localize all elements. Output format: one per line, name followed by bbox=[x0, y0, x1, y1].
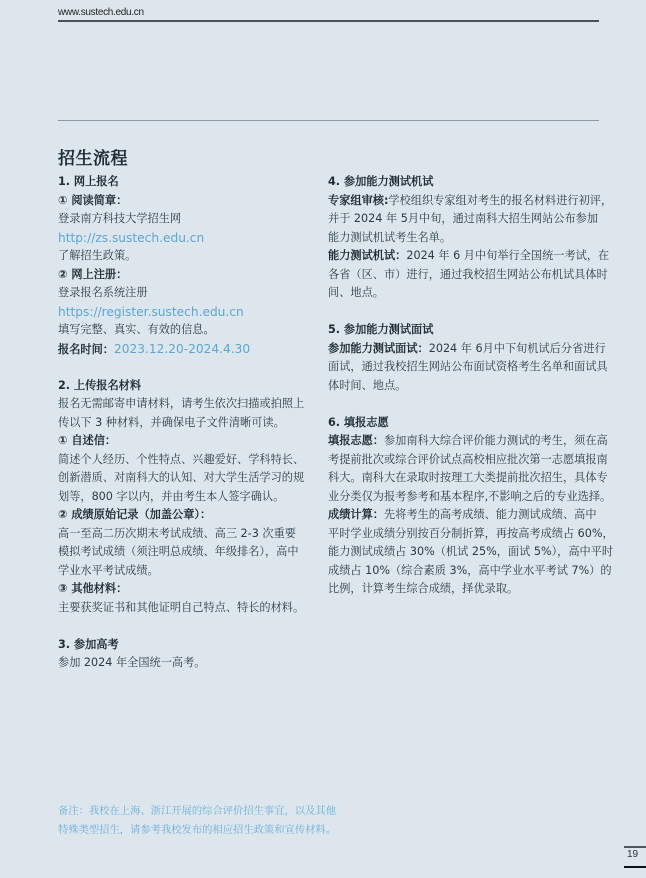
line-text: 各省（区、市）进行，通过我校招生网站公布机试具体时 bbox=[328, 267, 608, 281]
date-range: 2023.12.20-2024.4.30 bbox=[113, 341, 251, 356]
footnote-line: 特殊类型招生，请参考我校发布的相应招生政策和宣传材料。 bbox=[58, 823, 337, 836]
section-heading bbox=[58, 192, 303, 211]
text-line bbox=[58, 303, 303, 322]
line-text: 高一至高二历次期末考试成绩、高三 2-3 次重要 bbox=[58, 526, 296, 540]
line-text: 6. 填报志愿 bbox=[328, 415, 389, 429]
text-line bbox=[58, 229, 303, 248]
text-line bbox=[328, 192, 613, 211]
line-text: 简述个人经历、个性特点、兴趣爱好、学科特长、 bbox=[58, 452, 305, 466]
line-text: ③ 其他材料： bbox=[58, 582, 128, 595]
text-line bbox=[58, 469, 303, 488]
text-line bbox=[58, 414, 303, 433]
inline-label: 填报志愿： bbox=[328, 434, 384, 447]
line-text: 平时学业成绩分别按百分制折算，再按高考成绩占 60%， bbox=[328, 526, 614, 540]
site-url: www.sustech.edu.cn bbox=[58, 7, 144, 18]
line-text: 填写完整、真实、有效的信息。 bbox=[58, 323, 215, 336]
section-heading bbox=[328, 321, 600, 340]
line-text: ② 网上注册： bbox=[58, 267, 128, 281]
text-line bbox=[58, 340, 303, 359]
footnote-line: 备注：我校在上海、浙江开展的综合评价招生事宜，以及其他 bbox=[58, 805, 337, 817]
text-line bbox=[328, 358, 608, 377]
section-heading bbox=[58, 173, 303, 192]
line-text: ① 自述信： bbox=[58, 434, 117, 447]
line-text: 2. 上传报名材料 bbox=[58, 378, 142, 392]
page-number-rule-bottom bbox=[624, 866, 646, 868]
page-title: 招生流程 bbox=[58, 149, 128, 169]
text-line bbox=[328, 284, 600, 303]
line-text: 主要获奖证书和其他证明自己特点、特长的材料。 bbox=[58, 600, 305, 614]
line-text: 能力测试机试考生名单。 bbox=[328, 230, 452, 244]
text-line bbox=[58, 284, 303, 303]
spacer bbox=[328, 395, 600, 414]
section-divider bbox=[58, 120, 599, 121]
right-column bbox=[328, 173, 614, 599]
line-text: 成绩占 10%（综合素质 3%，高中学业水平考试 7%）的 bbox=[328, 563, 612, 577]
text-line bbox=[58, 562, 303, 581]
text-line bbox=[328, 525, 614, 544]
url-link[interactable]: https://register.sustech.edu.cn bbox=[58, 304, 244, 319]
line-text: 登录报名系统注册 bbox=[58, 286, 148, 299]
section-heading bbox=[58, 580, 303, 599]
line-text: 考提前批次或综合评价试点高校相应批次第一志愿填报南 bbox=[328, 452, 608, 466]
text-line bbox=[328, 506, 600, 525]
text-line bbox=[328, 210, 600, 229]
line-text: 划等，800 字以内，并由考生本人签字确认。 bbox=[58, 489, 285, 503]
line-text: 参加南科大综合评价能力测试的考生，须在高 bbox=[383, 434, 608, 447]
line-text: 2024 年 6月中下旬机试后分省进行 bbox=[428, 341, 606, 355]
text-line bbox=[328, 580, 600, 599]
section-heading bbox=[58, 377, 303, 396]
text-line bbox=[328, 340, 606, 359]
inline-label: 成绩计算： bbox=[328, 508, 384, 521]
line-text: 学业水平考试成绩。 bbox=[58, 563, 159, 577]
line-text: 传以下 3 种材料，并确保电子文件清晰可读。 bbox=[58, 415, 285, 429]
line-text: 并于 2024 年 5月中旬，通过南科大招生网站公布参加 bbox=[328, 212, 599, 225]
text-line bbox=[58, 395, 303, 414]
section-heading bbox=[58, 432, 303, 451]
text-line bbox=[328, 266, 608, 285]
header-divider bbox=[58, 20, 599, 22]
inline-label: 参加能力测试面试： bbox=[328, 341, 429, 355]
line-text: 比例，计算考生综合成绩，择优录取。 bbox=[328, 582, 519, 595]
line-text: 登录南方科技大学招生网 bbox=[58, 212, 182, 225]
text-line bbox=[58, 543, 303, 562]
line-text: 学校组织专家组对考生的报名材料进行初评， bbox=[388, 193, 613, 207]
text-line bbox=[58, 488, 303, 507]
line-text: 3. 参加高考 bbox=[58, 637, 119, 651]
spacer bbox=[58, 617, 303, 636]
text-line bbox=[58, 525, 303, 544]
inline-label: 能力测试机试： bbox=[328, 249, 407, 262]
text-line bbox=[58, 451, 303, 470]
line-text: 间、地点。 bbox=[328, 286, 384, 299]
line-text: 能力测试成绩占 30%（机试 25%，面试 5%），高中平时 bbox=[328, 545, 614, 558]
line-text: 面试，通过我校招生网站公布面试资格考生名单和面试具 bbox=[328, 360, 608, 373]
text-line bbox=[328, 488, 612, 507]
page-number: 19 bbox=[627, 849, 639, 860]
section-heading bbox=[328, 173, 600, 192]
text-line bbox=[328, 432, 608, 451]
line-text: 体时间、地点。 bbox=[328, 378, 407, 392]
line-text: 创新潜质、对南科大的认知、对大学生活学习的规 bbox=[58, 471, 305, 484]
line-text: 业分类仅为报考参考和基本程序,不影响之后的专业选择。 bbox=[328, 489, 612, 503]
line-text: 了解招生政策。 bbox=[58, 249, 137, 262]
spacer bbox=[328, 303, 600, 322]
page-number-rule-top bbox=[624, 846, 646, 848]
text-line bbox=[328, 469, 608, 488]
text-line bbox=[328, 377, 600, 396]
line-text: 科大。南科大在录取时按理工大类提前批次招生，具体专 bbox=[328, 471, 608, 484]
section-heading bbox=[58, 506, 303, 525]
text-line bbox=[328, 543, 614, 562]
text-line bbox=[328, 451, 608, 470]
text-line bbox=[58, 210, 303, 229]
spacer bbox=[58, 358, 303, 377]
line-text: ① 阅读简章： bbox=[58, 193, 128, 207]
line-text: 5. 参加能力测试面试 bbox=[328, 323, 434, 336]
left-column bbox=[58, 173, 303, 673]
text-line bbox=[328, 229, 600, 248]
line-text: 模拟考试成绩（须注明总成绩、年级排名），高中 bbox=[58, 545, 299, 558]
section-heading bbox=[58, 266, 303, 285]
line-text: 1. 网上报名 bbox=[58, 175, 119, 188]
text-line bbox=[58, 654, 303, 673]
line-text: ② 成绩原始记录（加盖公章）： bbox=[58, 508, 212, 521]
line-text: 报名无需邮寄申请材料，请考生依次扫描或拍照上 bbox=[58, 397, 305, 410]
text-line bbox=[58, 599, 303, 618]
line-text: 4. 参加能力测试机试 bbox=[328, 175, 434, 188]
text-line bbox=[58, 321, 303, 340]
line-text: 参加 2024 年全国统一高考。 bbox=[58, 656, 206, 669]
url-link[interactable]: http://zs.sustech.edu.cn bbox=[58, 230, 205, 245]
text-line bbox=[328, 247, 610, 266]
line-text: 先将考生的高考成绩、能力测试成绩、高中 bbox=[383, 508, 597, 521]
section-heading bbox=[58, 636, 303, 655]
text-line bbox=[328, 562, 612, 581]
inline-label: 专家组审核: bbox=[328, 193, 389, 207]
line-text: 2024 年 6 月中旬举行全国统一考试，在 bbox=[406, 249, 610, 262]
section-heading bbox=[328, 414, 600, 433]
text-line bbox=[58, 247, 303, 266]
footnote bbox=[58, 802, 336, 839]
inline-label: 报名时间： bbox=[58, 342, 114, 356]
